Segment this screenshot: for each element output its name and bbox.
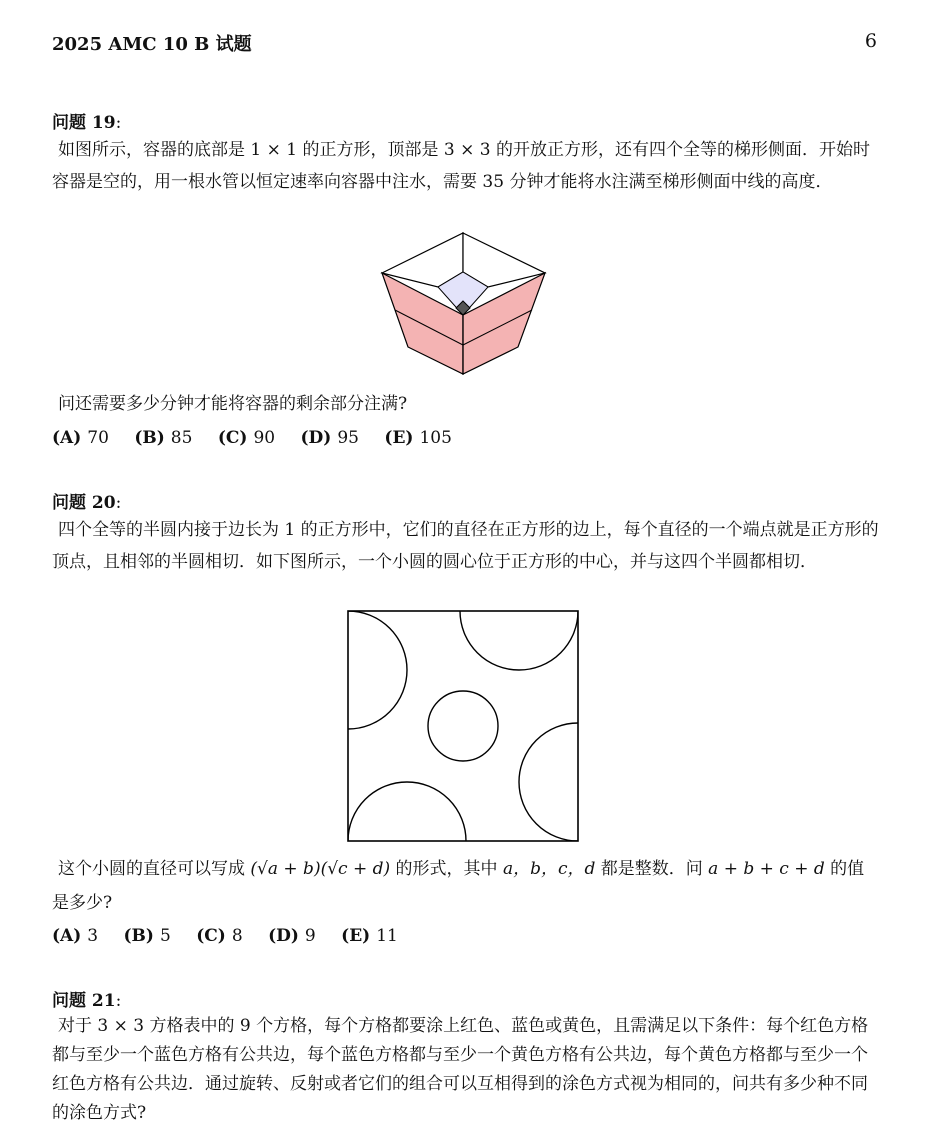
exam-title: 2025 AMC 10 B 试题: [52, 34, 252, 55]
semicircle-figure: [346, 609, 580, 843]
question-20-question: 这个小圆的直径可以写成 (√a + b)(√c + d) 的形式，其中 a，b，c，d 都是整数．问 a + b + c + d 的值是多少?: [52, 859, 865, 913]
small-circle: [428, 691, 498, 761]
container-figure: [377, 229, 557, 375]
choice-e[interactable]: (E) 11: [341, 926, 398, 946]
choice-d[interactable]: (D) 95: [300, 428, 359, 448]
semicircle-right: [519, 723, 580, 841]
question-19-question: 问还需要多少分钟才能将容器的剩余部分注满?: [58, 394, 408, 414]
semicircle-top: [460, 609, 578, 670]
choice-d[interactable]: (D) 9: [268, 926, 316, 946]
choice-a[interactable]: (A) 3: [52, 926, 99, 946]
diameter-formula: (√a + b)(√c + d): [250, 859, 391, 879]
choice-c[interactable]: (C) 8: [196, 926, 243, 946]
question-19-choices: [52, 428, 472, 448]
question-20-choices: [52, 926, 418, 946]
question-21-text: 对于 3 × 3 方格表中的 9 个方格，每个方格都要涂上红色、蓝色或黄色，且需满足以下条件：每个红色方格都与至少一个蓝色方格有公共边，每个蓝色方格都与至少一个黄色方格有公共边，每个黄色方格都与至少一个红色方格有公共边．通过旋转、反射或者它们的组合可以互相得到的涂色方式视为相同的，问共有多少种不同的涂色方式?: [52, 1016, 869, 1123]
question-19-text: 如图所示，容器的底部是 1 × 1 的正方形，顶部是 3 × 3 的开放正方形，还有四个全等的梯形侧面．开始时容器是空的，用一根水管以恒定速率向容器中注水，需要 35 分钟才能将水注满至梯形侧面中线的高度．: [52, 140, 870, 192]
choice-c[interactable]: (C) 90: [217, 428, 276, 448]
question-20-title: 问题 20:: [52, 493, 122, 513]
choice-b[interactable]: (B) 5: [123, 926, 171, 946]
page-header: [52, 30, 877, 58]
question-20-text: 四个全等的半圆内接于边长为 1 的正方形中，它们的直径在正方形的边上，每个直径的一个端点就是正方形的顶点，且相邻的半圆相切．如下图所示，一个小圆的圆心位于正方形的中心，并与这四个半圆都相切．: [52, 520, 879, 572]
question-19-title: 问题 19:: [52, 113, 122, 133]
choice-a[interactable]: (A) 70: [52, 428, 109, 448]
choice-b[interactable]: (B) 85: [134, 428, 193, 448]
page-number: 6: [864, 30, 877, 52]
semicircle-left: [346, 611, 407, 729]
question-21-title: 问题 21:: [52, 991, 122, 1011]
choice-e[interactable]: (E) 105: [384, 428, 452, 448]
semicircle-bottom: [348, 782, 466, 843]
square-outline: [348, 611, 578, 841]
